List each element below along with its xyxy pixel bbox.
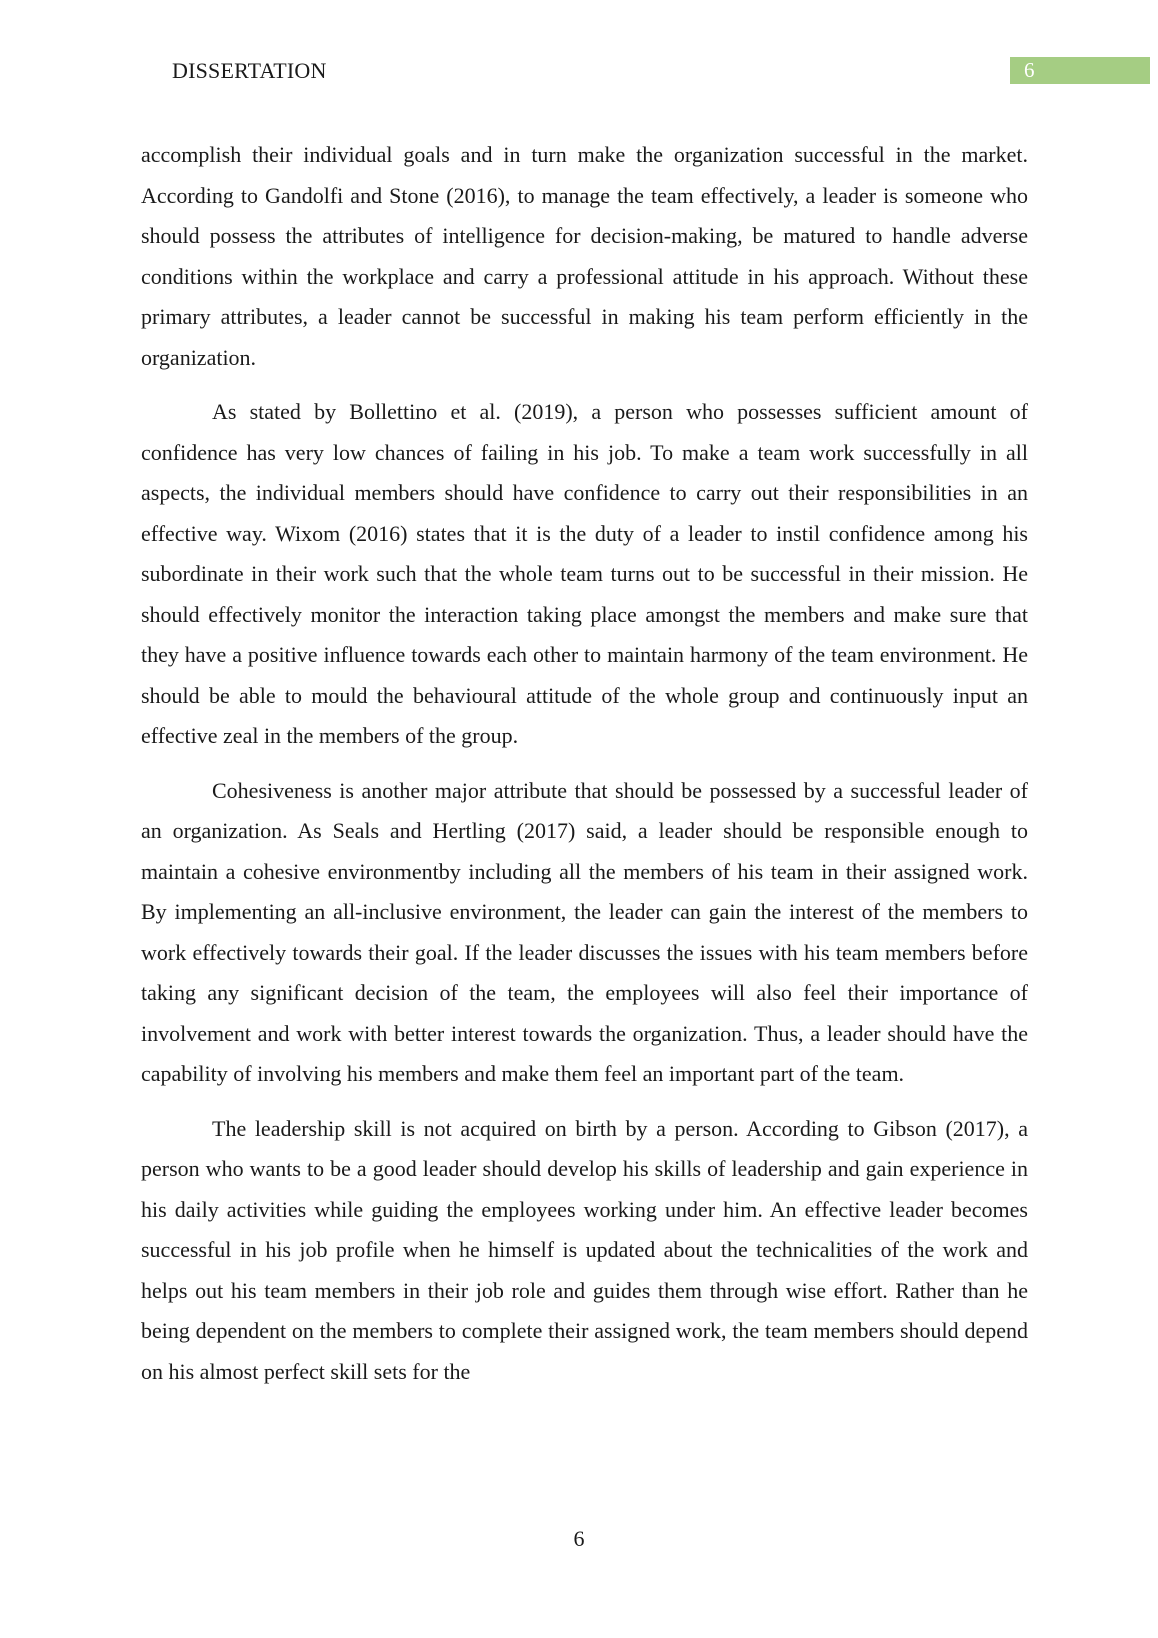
header-page-number: 6 [1010, 57, 1150, 84]
body-text [141, 135, 1028, 1406]
paragraph-1: accomplish their individual goals and in turn make the organization successful in the market. According to Gandolfi and Stone (2016), to manage the team effectively, a leader is someone who should possess the attributes of intelligence for decision-making, be matured to handle adverse conditions within the workplace and carry a professional attitude in his approach. Without these primary attributes, a leader cannot be successful in making his team perform efficiently in the organization. [141, 142, 1028, 370]
paragraph-4: The leadership skill is not acquired on birth by a person. According to Gibson (2017), a person who wants to be a good leader should develop his skills of leadership and gain experience in his daily activities while guiding the employees working under him. An effective leader becomes successful in his job profile when he himself is updated about the technicalities of the work and helps out his team members in their job role and guides them through wise effort. Rather than he being dependent on the members to complete their assigned work, the team members should depend on his almost perfect skill sets for the [141, 1115, 1028, 1384]
footer-page-number: 6 [573, 1526, 585, 1551]
paragraph-2: As stated by Bollettino et al. (2019), a person who possesses sufficient amount of confidence has very low chances of failing in his job. To make a team work successfully in all aspects, the individual members should have confidence to carry out their responsibilities in an effective way. Wixom (2016) states that it is the duty of a leader to instil confidence among his subordinate in their work such that the whole team turns out to be successful in their mission. He should effectively monitor the interaction taking place amongst the members and make sure that they have a positive influence towards each other to maintain harmony of the team environment. He should be able to mould the behavioural attitude of the whole group and continuously input an effective zeal in the members of the group. [141, 399, 1028, 748]
paragraph-3: Cohesiveness is another major attribute that should be possessed by a successful leader of an organization. As Seals and Hertling (2017) said, a leader should be responsible enough to maintain a cohesive environmentby including all the members of his team in their assigned work. By implementing an all-inclusive environment, the leader can gain the interest of the members to work effectively towards their goal. If the leader discusses the issues with his team members before taking any significant decision of the team, the employees will also feel their importance of involvement and work with better interest towards the organization. Thus, a leader should have the capability of involving his members and make them feel an important part of the team. [141, 777, 1028, 1086]
running-head-title: DISSERTATION [172, 58, 327, 83]
